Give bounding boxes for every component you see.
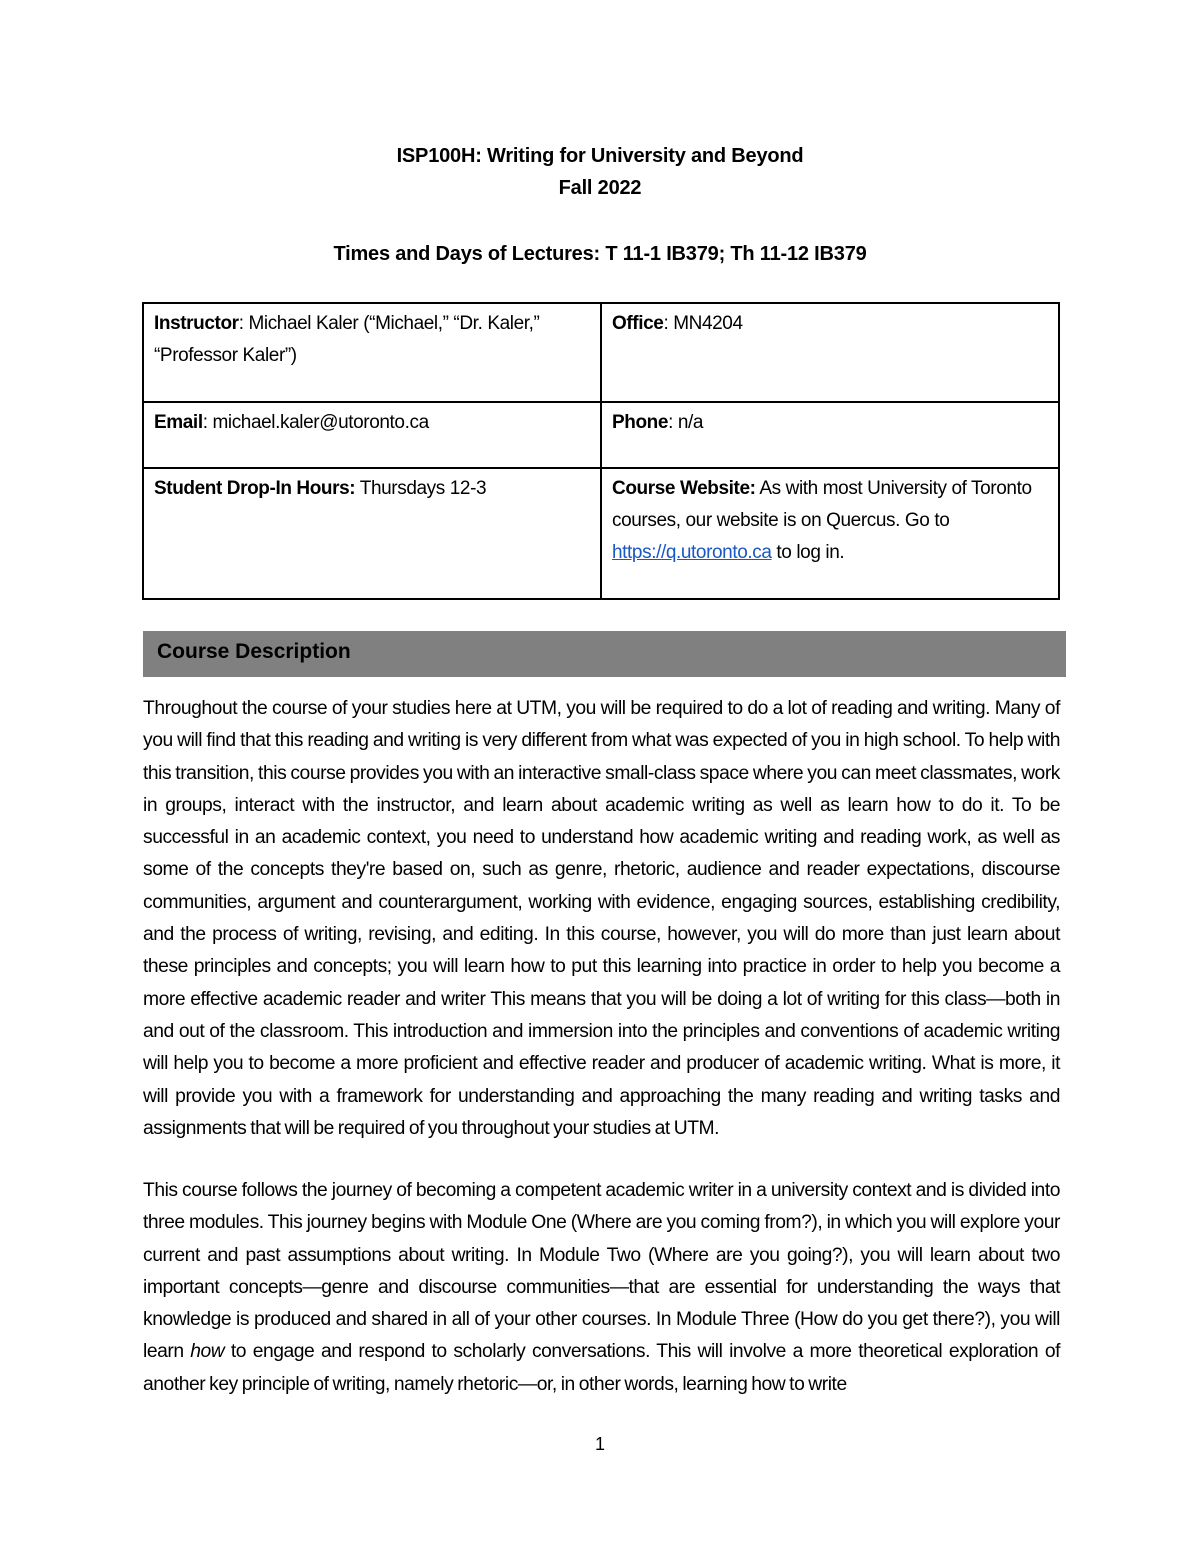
office-value: : MN4204 [663,313,743,334]
instructor-label: Instructor [154,313,239,334]
course-website-label: Course Website: [612,478,756,499]
paragraph-2-emphasis: how [190,1341,225,1363]
dropin-hours-value: Thursdays 12-3 [355,478,487,499]
table-row [143,468,1059,599]
quercus-link[interactable]: https://q.utoronto.ca [612,542,772,563]
description-paragraph-2 [143,1175,1060,1401]
course-website-text-end: to log in. [771,542,845,563]
course-title: ISP100H: Writing for University and Beyond [396,145,804,167]
email-value: : michael.kaler@utoronto.ca [202,412,429,433]
phone-label: Phone [612,412,669,433]
course-term: Fall 2022 [558,177,642,199]
lecture-schedule: Times and Days of Lectures: T 11-1 IB379; Th 11-12 IB379 [333,243,867,265]
paragraph-2-text: This course follows the journey of becoming a competent academic writer in a university context and is divided into three modules. This journey begins with Module One (Where are you coming from?), in which you will explore your current and past assumptions about writing. In Module Two (Where are you going?), you will learn about two important concepts—genre and discourse communities—that are essential for understanding the ways that knowledge is produced and shared in all of your other courses. In Module Three (How do you get there?), you will learn [143,1180,1060,1363]
dropin-hours-label: Student Drop-In Hours: [154,478,356,499]
section-heading-course-description: Course Description [143,631,1066,677]
instructor-value: : Michael Kaler (“Michael,” “Dr. Kaler,” “Professor Kaler”) [154,313,540,366]
office-cell [601,303,1059,402]
course-website-cell [601,468,1059,599]
course-website-text: As with most University of Toronto courses, our website is on Quercus. Go to [612,478,1032,531]
table-row [143,402,1059,468]
paragraph-2-text-end: to engage and respond to scholarly conversations. This will involve a more theoretical exploration of another key principle of writing, namely rhetoric—or, in other words, learning how to write [143,1341,1060,1395]
course-info-table [142,302,1060,600]
instructor-cell [143,303,601,402]
description-paragraph-1: Throughout the course of your studies here at UTM, you will be required to do a lot of reading and writing. Many of you will find that this reading and writing is very different from what was expected of you in high school. To help with this transition, this course provides you with an interactive small-class space where you can meet classmates, work in groups, interact with the instructor, and learn about academic writing as well as learn how to do it. To be successful in an academic context, you need to understand how academic writing and reading work, as well as some of the concepts they're based on, such as genre, rhetoric, audience and reader expectations, discourse communities, argument and counterargument, working with evidence, engaging sources, establishing credibility, and the process of writing, revising, and editing. In this course, however, you will do more than just learn about these principles and concepts; you will learn how to put this learning into practice in order to help you become a more effective academic reader and writer This means that you will be doing a lot of writing for this class—both in and out of the classroom. This introduction and immersion into the principles and conventions of academic writing will help you to become a more proficient and effective reader and producer of academic writing. What is more, it will provide you with a framework for understanding and approaching the many reading and writing tasks and assignments that will be required of you throughout your studies at UTM. [143,698,1060,1139]
email-label: Email [154,412,203,433]
phone-cell [601,402,1059,468]
email-cell [143,402,601,468]
table-row [143,303,1059,402]
phone-value: : n/a [668,412,704,433]
office-label: Office [612,313,664,334]
dropin-hours-cell [143,468,601,599]
page-number: 1 [594,1434,605,1454]
